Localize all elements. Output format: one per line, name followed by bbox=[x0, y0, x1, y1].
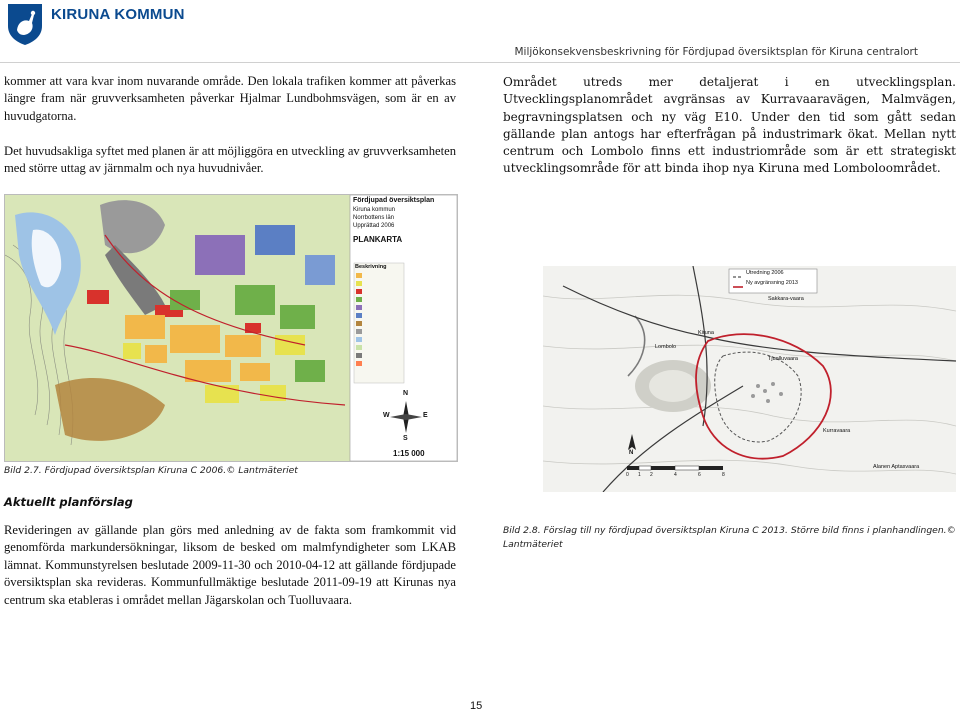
map1-scale: 1:15 000 bbox=[393, 449, 425, 458]
left-paragraph-2: Det huvudsakliga syftet med planen är att möjliggöra en utveckling av gruvverksamheten med större uttag av järnmalm och nya huvudnivåer. bbox=[4, 144, 456, 176]
left-paragraph-1: kommer att vara kvar inom nuvarande område. Den lokala trafiken kommer att påverkas längre fram när gruvverksamheten påverkar Hjalmar Lundbohmsvägen, som är en av huvudgatorna. bbox=[4, 74, 456, 123]
map2-label-kiruna: Kiruna bbox=[698, 330, 714, 336]
map1-panel-heading: PLANKARTA bbox=[353, 235, 403, 244]
map2-label-alanen: Alanen Aptasvaara bbox=[873, 464, 920, 470]
map2-scale-0: 0 bbox=[626, 472, 629, 478]
kiruna-coat-of-arms-icon bbox=[6, 2, 44, 46]
compass-west: W bbox=[383, 412, 390, 419]
map2-scale-4: 4 bbox=[674, 472, 677, 478]
right-paragraph-1: Området utreds mer detaljerat i en utvecklingsplan. Utvecklingsplanområdet avgränsas av Kurravaaravägen, Malmvägen, begravningsplatsen och ny väg E10. Under den tid som gått sedan gällande plan antogs har efterfrågan på industrimark ökat. Mellan nytt centrum och Lombolo finns ett industriområde som är ett strategiskt utvecklingsområde för att binda ihop nya Kiruna med Lomboloområdet. bbox=[503, 75, 956, 176]
figure-caption-2-7: Bild 2.7. Fördjupad översiktsplan Kiruna C 2006.© Lantmäteriet bbox=[4, 465, 298, 476]
header-divider bbox=[0, 62, 960, 63]
section-heading: Aktuellt planförslag bbox=[4, 495, 133, 509]
map2-legend-utredning: Utredning 2006 bbox=[746, 270, 784, 276]
page-number: 15 bbox=[470, 700, 483, 712]
left-paragraph-3: Revideringen av gällande plan görs med anledning av de fakta som framkommit vid genomförda markundersökningar, liksom de besked om malmfyndigheter som LKAB lämnat. Kommunstyrelsen beslutade 2009-11-30 och 2010-04-12 att gällande fördjupade översiktsplan ska revideras. Kommunfullmäktige beslutade 2011-09-19 att Kirunas nya centrum ska etableras i området mellan Jägarskolan och Tuolluvaara. bbox=[4, 523, 456, 607]
plan-proposal-map-2013-image bbox=[543, 266, 956, 492]
compass-east: E bbox=[423, 412, 428, 419]
document-title: Miljökonsekvensbeskrivning för Fördjupad översiktsplan för Kiruna centralort bbox=[514, 46, 918, 58]
plan-proposal-map-2013 bbox=[543, 266, 956, 492]
map1-panel-sub3: Upprättad 2006 bbox=[353, 223, 395, 229]
map1-panel-title: Fördjupad översiktsplan bbox=[353, 197, 435, 204]
map2-label-kurravaara: Kurravaara bbox=[823, 428, 851, 434]
scale-bar bbox=[627, 466, 723, 470]
figure-caption-2-8: Bild 2.8. Förslag till ny fördjupad översiktsplan Kiruna C 2013. Större bild finns i planhandlingen.© Lantmäteriet bbox=[503, 525, 956, 550]
map2-label-lombolo: Lombolo bbox=[655, 344, 677, 350]
compass-north: N bbox=[403, 390, 409, 397]
map2-scale-1: 1 bbox=[638, 472, 641, 478]
compass-south: S bbox=[403, 435, 408, 442]
map2-scale-2: 2 bbox=[650, 472, 653, 478]
map1-legend-title: Beskrivning bbox=[355, 264, 387, 270]
map2-label-tjuolluvaara: Tjuolluvaara bbox=[768, 356, 798, 362]
map2-scale-8: 8 bbox=[722, 472, 725, 478]
map2-label-sakkaravaara: Sakkara-vaara bbox=[768, 296, 804, 302]
map2-north-label: N bbox=[629, 450, 634, 456]
map1-panel-sub1: Kiruna kommun bbox=[353, 207, 396, 213]
plan-map-2006 bbox=[4, 194, 458, 462]
map1-panel-sub2: Norrbottens län bbox=[353, 215, 395, 221]
map2-scale-6: 6 bbox=[698, 472, 701, 478]
map2-legend-ny: Ny avgränsning 2013 bbox=[746, 280, 798, 286]
brand-name: KIRUNA KOMMUN bbox=[51, 6, 185, 23]
